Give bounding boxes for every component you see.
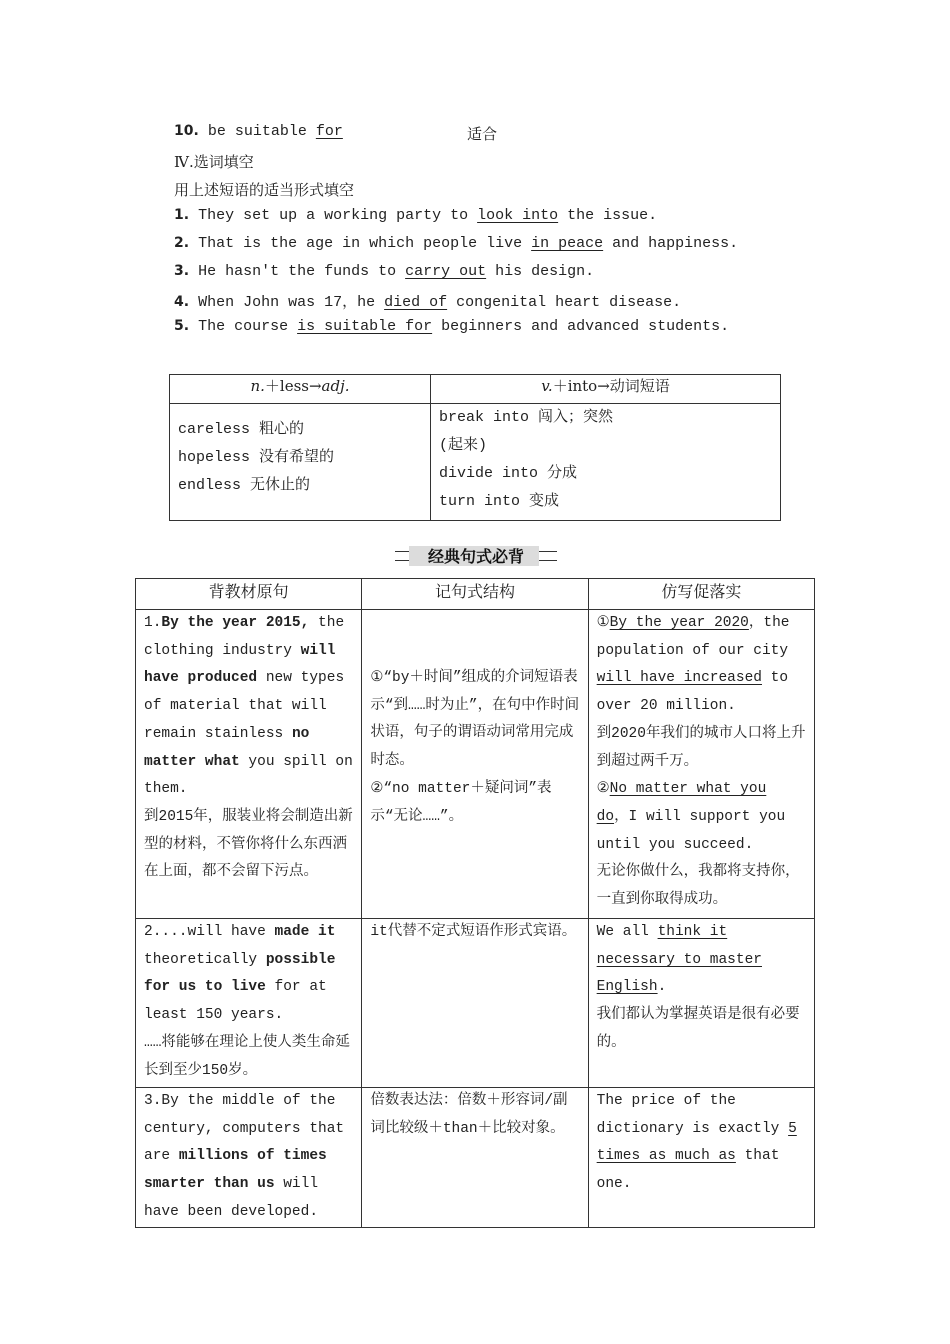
into-phrases-cell [431,404,781,521]
answer-blank: for [315,123,343,140]
structure-note: it代替不定式短语作形式宾语。 [370,924,577,940]
header-noun-less [170,375,431,404]
key-sentences-table [135,578,815,1228]
sentence-number: 1. [174,207,190,223]
text-span: ① [596,615,610,631]
structure-note: ②“no matter＋疑问词”表示“无论……”。 [370,780,552,825]
text-span: possible for us to live [144,951,336,996]
list-item: careless 粗心的 [178,421,305,438]
exercise-sentence-1 [174,207,657,224]
answer-blank: look into [477,207,559,224]
header-part: ＋into→动词短语 [552,377,670,395]
text-span: By the year 2015, [161,615,310,631]
table-row [136,1088,815,1228]
translation: 我们都认为掌握英语是很有必要的。 [596,1007,800,1051]
answer-blank: 5 times as much as [596,1120,797,1165]
section-heading [395,543,557,569]
text-span: no matter what [144,725,310,770]
exercise-sentence-4 [174,290,681,311]
answer-blank: is suitable for [297,318,433,335]
text-span: will have produced [144,642,336,687]
sentence-number: 5. [174,318,190,334]
text-span: made it [274,924,336,940]
text-span: you spill on them. [144,753,353,798]
header-part: v. [541,377,553,395]
less-adjectives-cell [170,404,431,521]
original-sentence-cell [136,610,362,919]
header-part: adj. [321,377,350,395]
translation: ……将能够在理论上使人类生命延长到至少150岁。 [144,1034,350,1079]
list-item: hopeless 没有希望的 [178,449,335,466]
practice-cell [588,919,814,1088]
sentence-post: beginners and advanced students. [432,318,730,335]
sentence-pre: That is the age in which people live [189,235,532,252]
column-header: 背教材原句 [136,579,362,610]
text-span: for at least 150 years. [144,979,327,1024]
answer-blank: No matter what you do [596,781,767,825]
table-row [136,610,815,919]
list-item: (起来) [439,437,488,454]
answer-blank: carry out [405,263,487,280]
original-sentence-cell [136,1088,362,1228]
sentence-post: his design. [486,263,595,280]
answer-blank: think it necessary to master English [596,924,762,996]
text-span: new types of material that will remain stainless [144,670,345,742]
exercise-sentence-3 [174,263,594,280]
header-part: n. [250,377,265,395]
answer-blank: died of [384,294,448,311]
structure-cell [362,919,588,1088]
sentence-number: 4. [174,294,190,310]
sentence-post: congenital heart disease. [447,294,682,311]
sentence-post: the issue. [558,207,658,224]
item-text: be suitable [198,123,316,140]
text-span: ...will have [161,924,275,940]
text-span: that one. [596,1148,780,1193]
practice-cell [588,1088,814,1228]
text-span: ，I will support you until you succeed. [596,808,786,853]
column-header: 仿写促落实 [588,579,814,610]
structure-cell [362,610,588,919]
text-span: will have been developed. [144,1176,319,1220]
exercise-sentence-2 [174,235,738,252]
translation: 到2020年我们的城市人口将上升到超过两千万。 [596,725,806,770]
sentence-number: 3. [174,263,190,279]
sentence-pre: When John was 17，he [189,294,385,311]
translation: 到2015年，服装业将会制造出新型的材料，不管你将什么东西洒在上面，都不会留下污点。 [144,808,353,881]
item-10-meaning: 适合 [467,125,498,143]
sentence-number: 2. [174,235,190,251]
sentence-pre: They set up a working party to [189,207,478,224]
text-span: The price of the dictionary is exactly [596,1093,789,1137]
text-span: the clothing industry [144,615,345,659]
structure-note: ①“by＋时间”组成的介词短语表示“到……时为止”，在句中作时间状语，句子的谓语动词常用完成时态。 [370,670,580,770]
list-item: turn into 变成 [439,493,560,510]
original-sentence-cell [136,919,362,1088]
text-span: 1. [144,615,162,631]
heading-text: 经典句式必背 [427,547,524,566]
sentence-pre: The course [189,318,298,335]
practice-cell [588,610,814,919]
list-item: endless 无休止的 [178,477,311,494]
answer-blank: will have increased [596,670,762,687]
text-span: . [657,979,667,996]
text-span: ，the population of our city [596,615,790,659]
text-span: theoretically [144,951,266,968]
answer-blank: By the year 2020 [609,615,749,631]
exercise-sentence-5 [174,318,729,335]
header-verb-into [431,375,781,404]
section-title: Ⅳ.选词填空 [174,153,254,171]
item-10 [174,123,343,140]
sentence-post: and happiness. [603,235,739,252]
word-formation-table [169,374,781,521]
item-number: 10. [174,123,199,139]
sentence-pre: He hasn't the funds to [189,263,406,280]
text-span: 2. [144,924,162,940]
header-part: ＋less→ [264,377,322,395]
column-header: 记句式结构 [362,579,588,610]
text-span: By the middle of the century, computers that are [144,1093,345,1165]
list-item: divide into 分成 [439,465,578,482]
translation: 无论你做什么，我都将支持你，一直到你取得成功。 [596,864,800,909]
text-span: ② [596,781,610,798]
text-span: millions of times smarter than us [144,1148,327,1193]
table-row [136,919,815,1088]
text-span: 3. [144,1093,162,1109]
text-span: to over 20 million. [596,670,789,715]
list-item: break into 闯入；突然 [439,409,614,426]
structure-cell [362,1088,588,1228]
structure-note: 倍数表达法：倍数＋形容词/副词比较级＋than＋比较对象。 [370,1093,568,1137]
answer-blank: in peace [531,235,604,252]
section-instruction: 用上述短语的适当形式填空 [174,181,355,199]
text-span: We all [596,924,658,940]
